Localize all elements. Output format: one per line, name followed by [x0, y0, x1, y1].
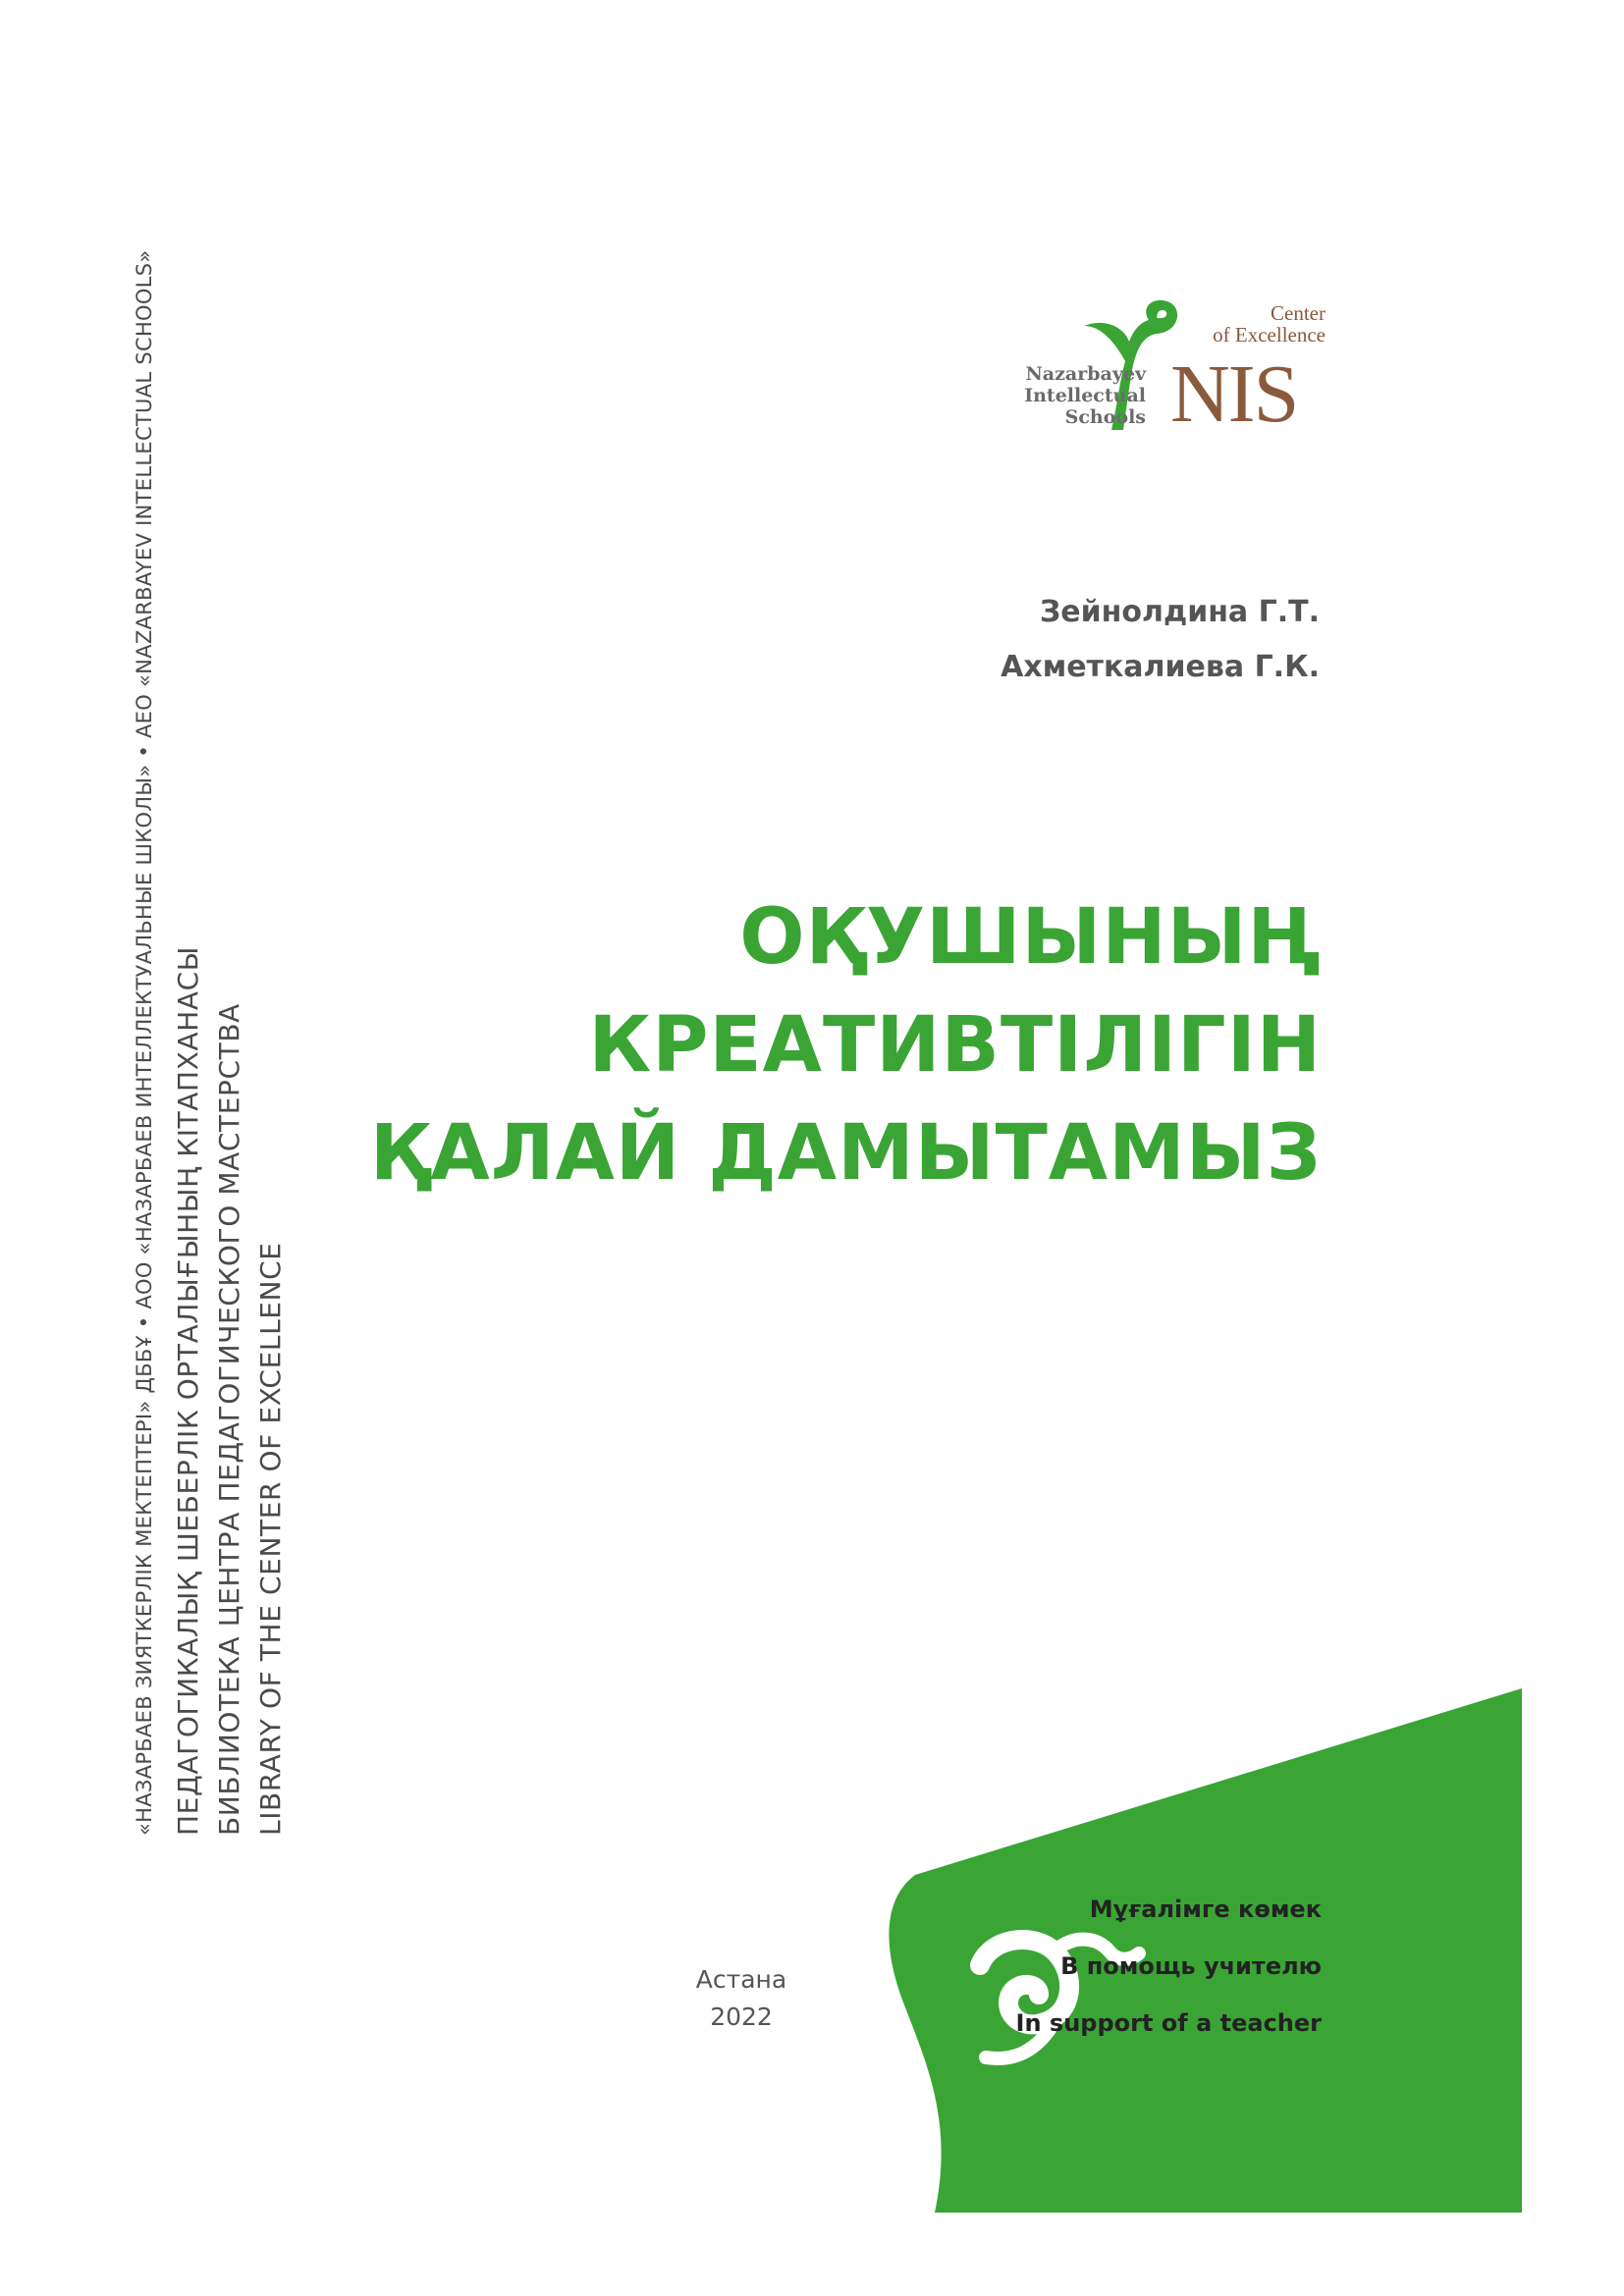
series-russian: В помощь учителю: [1060, 1952, 1322, 1980]
logo-school-line2: Intellectual: [1024, 385, 1146, 406]
imprint-year: 2022: [710, 2002, 773, 2031]
title-line-2: КРЕАТИВТІЛІГІН: [588, 1001, 1322, 1090]
spine-library-russian: БИБЛИОТЕКА ЦЕНТРА ПЕДАГОГИЧЕСКОГО МАСТЕРСТВА: [213, 1003, 245, 1836]
authors: [1001, 585, 1320, 695]
imprint-city: Астана: [695, 1965, 787, 1994]
logo-school-name: [1024, 363, 1146, 428]
series-kazakh: Мұғалімге көмек: [1089, 1896, 1322, 1923]
series-english: In support of a teacher: [1015, 2009, 1322, 2037]
logo-center-line1: Center: [1271, 301, 1326, 325]
title-line-3: ҚАЛАЙ ДАМЫТАМЫЗ: [369, 1109, 1322, 1198]
imprint: [668, 1961, 815, 2036]
spine-organization-line: «НАЗАРБАЕВ ЗИЯТКЕРЛІК МЕКТЕПТЕРІ» ДББҰ • АОО «НАЗАРБАЕВ ИНТЕЛЛЕКТУАЛЬНЫЕ ШКОЛЫ» • AEO «NAZARBAYEV INTELLECTUAL SCHOOLS»: [133, 249, 156, 1836]
nis-logo: [1001, 293, 1326, 440]
logo-center-of-excellence: [1213, 302, 1326, 346]
logo-center-line2: of Excellence: [1213, 323, 1326, 347]
author-2: Ахметкалиева Г.К.: [1001, 650, 1320, 684]
series-labels: [1016, 1881, 1322, 2052]
logo-school-line3: Schools: [1064, 406, 1146, 428]
logo-brand: NIS: [1170, 348, 1298, 440]
author-1: Зейнолдина Г.Т.: [1039, 595, 1320, 629]
book-title: [370, 883, 1322, 1207]
title-line-1: ОҚУШЫНЫҢ: [739, 893, 1322, 982]
logo-school-line1: Nazarbayev: [1025, 363, 1146, 385]
spine-library-kazakh: ПЕДАГОГИКАЛЫҚ ШЕБЕРЛІК ОРТАЛЫҒЫНЫҢ КІТАПХАНАСЫ: [172, 945, 204, 1836]
spine-library-english: LIBRARY OF THE CENTER OF EXCELLENCE: [254, 1242, 287, 1836]
